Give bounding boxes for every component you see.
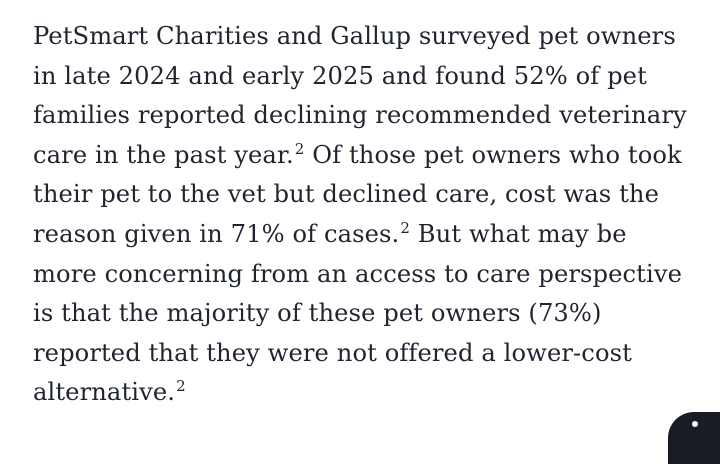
article-body: [33, 17, 703, 413]
paragraph-line: more concerning from an access to care perspective: [33, 259, 683, 288]
paragraph-line: is that the majority of these pet owners (73%): [33, 299, 602, 328]
paragraph-line: reported that they were not offered a lower-cost: [33, 338, 632, 367]
paragraph-line: [33, 373, 703, 413]
paragraph-line: their pet to the vet but declined care, cost was the: [33, 180, 659, 209]
paragraph-text: Of those pet owners who took: [304, 140, 682, 169]
citation-superscript[interactable]: 2: [176, 377, 186, 396]
paragraph-line: [33, 136, 703, 176]
paragraph-line: families reported declining recommended veterinary: [33, 101, 687, 130]
paragraph-line: PetSmart Charities and Gallup surveyed pet owners: [33, 22, 676, 50]
floating-action-button[interactable]: [668, 412, 720, 464]
citation-superscript[interactable]: 2: [400, 218, 411, 237]
citation-superscript[interactable]: 2: [294, 139, 305, 158]
paragraph-text: care in the past year.: [33, 140, 294, 169]
paragraph-line: [33, 215, 703, 255]
paragraph-text: But what may be: [410, 219, 627, 248]
paragraph-line: in late 2024 and early 2025 and found 52% of pet: [33, 61, 647, 90]
paragraph-text: alternative.: [33, 378, 176, 407]
indicator-dot-icon: [692, 421, 698, 427]
paragraph-text: reason given in 71% of cases.: [33, 219, 400, 248]
